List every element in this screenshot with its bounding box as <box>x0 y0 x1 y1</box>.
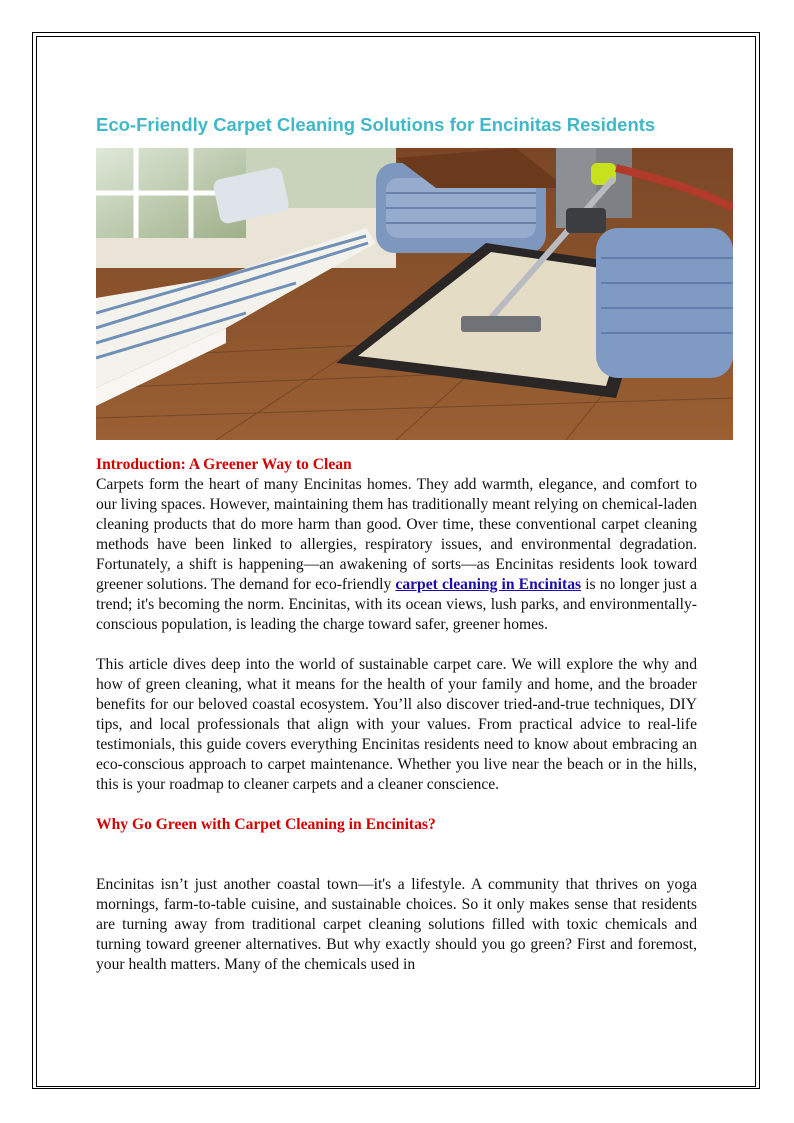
section-heading-introduction: Introduction: A Greener Way to Clean <box>96 456 352 473</box>
section-heading-why-go-green: Why Go Green with Carpet Cleaning in Encinitas? <box>96 816 436 833</box>
why-go-green-paragraph-1: Encinitas isn’t just another coastal town—it's a lifestyle. A community that thrives on yoga mornings, farm-to-table cuisine, and sustainable choices. So it only makes sense that residents are turning away from traditional carpet cleaning solutions filled with toxic chemicals and turning toward greener alternatives. But why exactly should you go green? First and foremost, your health matters. Many of the chemicals used in <box>96 876 697 973</box>
intro-paragraph-1-text-b: is no longer just a trend; it's becoming the norm. Encinitas, with its ocean views, lush parks, and environmentally-conscious population, is leading the charge toward safer, greener homes. <box>96 576 697 633</box>
intro-paragraph-2: This article dives deep into the world of sustainable carpet care. We will explore the why and how of green cleaning, what it means for the health of your family and home, and the broader benefits for our beloved coastal ecosystem. You’ll also discover tried-and-true techniques, DIY tips, and local professionals that align with your values. From practical advice to real-life testimonials, this guide covers everything Encinitas residents need to know about embracing an eco-conscious approach to carpet maintenance. Whether you live near the beach or in the hills, this is your roadmap to cleaner carpets and a cleaner conscience. <box>96 656 697 793</box>
intro-paragraph-1 <box>96 475 697 635</box>
carpet-cleaning-encinitas-link[interactable]: carpet cleaning in Encinitas <box>395 576 582 593</box>
document-title: Eco-Friendly Carpet Cleaning Solutions for Encinitas Residents <box>96 114 656 135</box>
intro-paragraph-1-text-a: Carpets form the heart of many Encinitas homes. They add warmth, elegance, and comfort to our living spaces. However, maintaining them has traditionally meant relying on chemical-laden cleaning products that do more harm than good. Over time, these conventional carpet cleaning methods have been linked to allergies, respiratory issues, and environmental degradation. Fortunately, a shift is happening—an awakening of sorts—as Encinitas residents look toward greener solutions. The demand for eco-friendly <box>96 476 697 593</box>
article-body <box>96 455 697 975</box>
carpet-cleaning-photo <box>96 148 733 440</box>
